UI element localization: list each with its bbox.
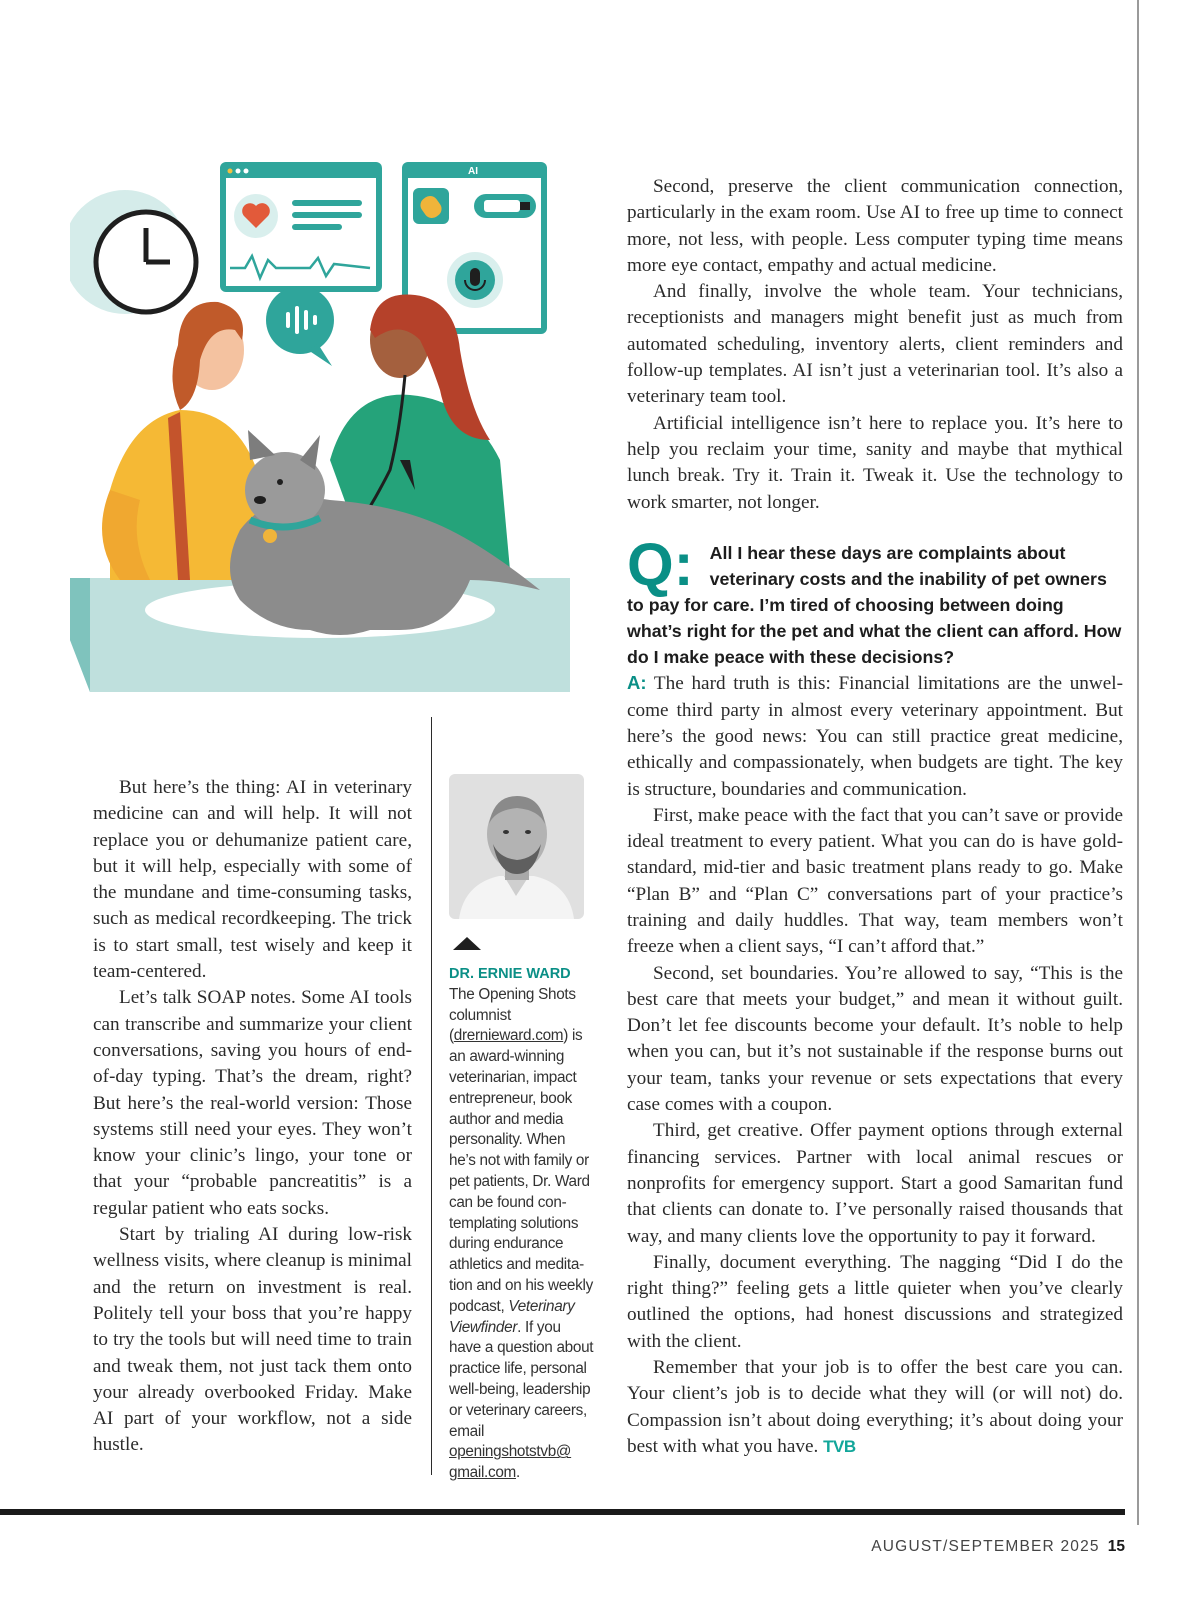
answer-first-text: The hard truth is this: Financial limitations are the unwelcome third party in almost every veterinary appointment. But here’s the good news: You can still practice great medicine, ethically and compassionately, when budgets are tight. The key is structure, boundaries and communication.: [627, 673, 1123, 800]
right-paragraph-3: Artificial intelligence isn’t here to replace you. It’s here to help you reclaim your time, sanity and maybe that mythical lunch break. Try it. Train it. Tweak it. Use the technology to work smarter, not longer.: [627, 412, 1123, 513]
vet-ai-illustration: [70, 160, 590, 715]
bio-text-3: . If you have a question about practice life, personal well-being, leadership or veterinary careers, email: [449, 1318, 594, 1440]
answer-paragraph-2: First, make peace with the fact that you can’t save or provide ideal treatment to every patient. What you can do is have gold-standard, mid-tier and basic treatment plans ready to go. Make “Plan B” and “Plan C” conversations part of your practice’s training and daily huddles. That way, team members won’t freeze when a client says, “I can’t afford that.”: [627, 804, 1123, 958]
left-paragraph-3: Start by trialing AI during low-risk wellness visits, where cleanup is minimal and the return on investment is real. Politely tell your boss that you’re happy to try the tools but will need time to train and tweak them, not just tack them onto your already overbooked Friday. Make AI part of your workflow, not a side hustle.: [93, 1224, 412, 1456]
right-paragraph-1: Second, preserve the client communication connection, particularly in the exam room. Use AI to free up time to connect more, not less, with people. Less computer typing time means more eye contact, empathy and actual medicine.: [627, 176, 1123, 276]
answer-paragraph-4: Third, get creative. Offer payment options through external financing services. Partner with local animal rescues or nonprofits for emergency support. Start a good Samaritan fund that clients can donate to. I’ve personally raised thousands that way, and many clients love the opportunity to pay it forward.: [627, 1120, 1123, 1247]
answer-block: [627, 670, 1123, 1460]
syringe-icon: [474, 194, 536, 218]
left-paragraph-1: But here’s the thing: AI in veterinary medicine can and will help. It will not replace you or dehumanize patient care, but it will help, especially with some of the mundane and time-consuming tasks, such as medical recordkeeping. The trick is to start small, test wisely and keep it team-centered.: [93, 777, 412, 983]
podcast-title: Veterinary Viewfinder: [449, 1297, 575, 1336]
ai-tag: AI: [468, 166, 478, 177]
answer-last-text: Remember that your job is to offer the best care you can. Your client’s job is to decide what they will (or will not) do. Compassion isn’t about doing everything; it’s about doing your best with what you have.: [627, 1357, 1123, 1457]
question-letter: Q:: [627, 530, 694, 598]
question-block: [627, 530, 1123, 670]
illustration-svg: [70, 160, 590, 715]
heart-icon: [234, 194, 278, 238]
microphone-icon: [447, 252, 503, 308]
author-bio: [449, 964, 594, 1484]
email-link[interactable]: openingshotstvb@ gmail.com: [449, 1443, 572, 1482]
page-edge-rule: [1137, 0, 1139, 1525]
issue-date: AUGUST/SEPTEMBER 2025: [871, 1538, 1100, 1555]
right-column: [627, 174, 1123, 1460]
answer-letter: A:: [627, 672, 647, 694]
answer-paragraph-3: Second, set boundaries. You’re allowed to say, “This is the best care that meets your budget,” and mean it without guilt. Don’t let fee discounts become your default. It’s noble to help when you can, but it’s not sustainable if the response burns out your team, tanks your revenue or sets expectations that every case comes with a coupon.: [627, 962, 1123, 1116]
question-text: All I hear these days are complaints about veterinary costs and the inability of pet owners to pay for care. I’m tired of choosing between doing what’s right for the pet and what the client can afford. How do I make peace with these decisions?: [627, 542, 1122, 668]
triangle-icon: [453, 937, 481, 950]
footer-rule: [0, 1509, 1125, 1515]
portrait-svg: [449, 774, 584, 919]
bio-text-2: ) is an award-winning veterinarian, impact entrepreneur, book author and media personality. When he’s not with family or pet patients, Dr. Ward can be found contemplating solutions during endurance athletics and meditation and on his weekly podcast,: [449, 1027, 593, 1315]
bio-text-1: The Opening Shots columnist (: [449, 985, 576, 1045]
author-name: DR. ERNIE WARD: [449, 966, 571, 982]
qa-section: [627, 530, 1123, 1460]
author-portrait: [449, 774, 584, 919]
folio: [871, 1538, 1125, 1556]
author-sidebar: [449, 774, 594, 1484]
answer-paragraph-6: [627, 1355, 1123, 1460]
bio-text-4: .: [516, 1464, 520, 1482]
answer-paragraph-5: Finally, document everything. The nagging “Did I do the right thing?” feeling gets a little quieter when you’ve clearly outlined the options, had honest discussions and strategized with the client.: [627, 1251, 1123, 1352]
answer-paragraph-1: [627, 670, 1123, 802]
pill-icon: [413, 188, 449, 224]
left-paragraph-2: Let’s talk SOAP notes. Some AI tools can transcribe and summarize your client conversations, saving you hours of end-of-day typing. That’s the dream, right? But here’s the real-world version: Those systems still need your eyes. They won’t know your clinic’s lingo, your tone or that your “probable pancreatitis” is a regular patient who eats socks.: [93, 987, 412, 1219]
sidebar-divider: [431, 717, 432, 1475]
page-number: 15: [1107, 1538, 1125, 1555]
left-column: [93, 775, 412, 1459]
right-paragraph-2: And finally, involve the whole team. Your technicians, receptionists and managers might benefit just as much from automated scheduling, inventory alerts, client reminders and follow-up templates. AI isn’t just a veterinarian tool. It’s also a veterinary team tool.: [627, 281, 1123, 408]
speech-bubble-icon: [266, 286, 334, 366]
clock-icon: [70, 190, 196, 314]
tvb-end-mark: TVB: [823, 1436, 856, 1456]
website-link[interactable]: drernieward.com: [453, 1027, 564, 1045]
